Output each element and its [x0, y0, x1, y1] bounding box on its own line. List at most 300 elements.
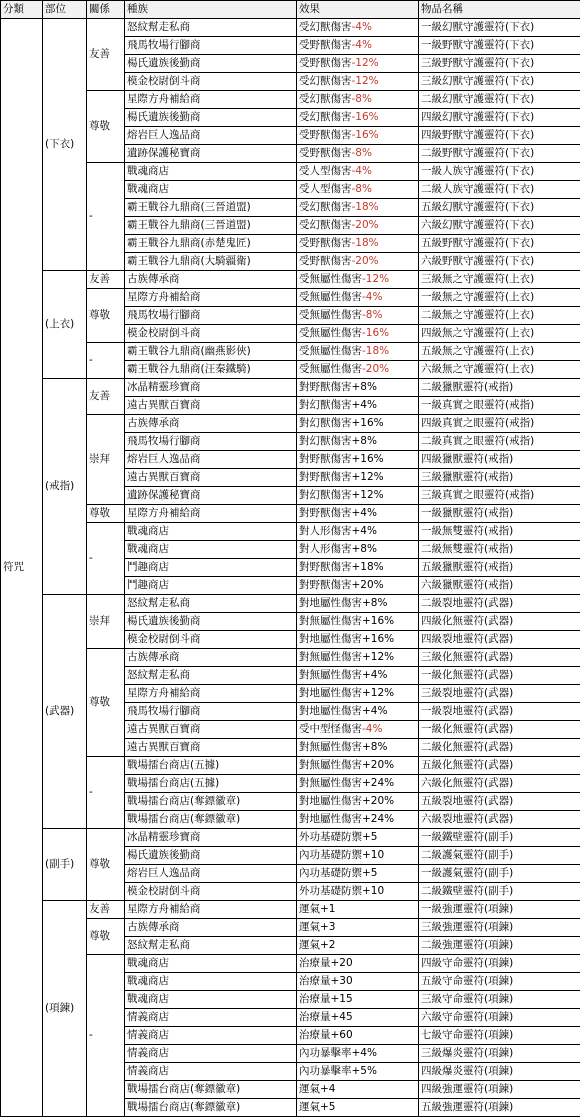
item-name-cell: 一級人族守護靈符(下衣) [419, 163, 580, 181]
race-cell: 怒紋幫走私商 [125, 667, 297, 685]
race-cell: 冰晶精靈珍寶商 [125, 379, 297, 397]
effect-cell [297, 1009, 419, 1027]
effect-value: +12% [351, 489, 384, 501]
relation-cell: 友善 [87, 901, 125, 919]
item-name-cell: 二級獵獸靈符(戒指) [419, 379, 580, 397]
race-cell: 戰場擂台商店(奪鏢徽章) [125, 811, 297, 829]
item-name-cell: 一級無之守護靈符(上衣) [419, 289, 580, 307]
race-cell: 情義商店 [125, 1009, 297, 1027]
relation-cell: 崇拜 [87, 415, 125, 505]
header-category: 分類 [1, 1, 43, 19]
effect-value: +8% [351, 435, 377, 447]
effect-cell [297, 685, 419, 703]
table-row [1, 289, 580, 307]
effect-label: 受無屬性傷害 [299, 273, 362, 285]
effect-value: -4% [351, 165, 372, 177]
race-cell: 霸王戰谷九鼎商(赤楚鬼匠) [125, 235, 297, 253]
effect-label: 對野獸傷害 [299, 471, 352, 483]
item-name-cell: 三級無之守護靈符(上衣) [419, 271, 580, 289]
race-cell: 星際方舟補給商 [125, 901, 297, 919]
race-cell: 鬥趣商店 [125, 577, 297, 595]
header-relation: 關係 [87, 1, 125, 19]
relation-cell: 友善 [87, 19, 125, 91]
effect-value: +8% [351, 381, 377, 393]
effect-value: -8% [351, 147, 372, 159]
item-name-cell: 一級幻獸守護靈符(下衣) [419, 19, 580, 37]
effect-label: 外功基礎防禦 [299, 885, 362, 897]
effect-cell [297, 721, 419, 739]
effect-cell [297, 1099, 419, 1117]
race-cell: 遺跡保護秘寶商 [125, 145, 297, 163]
effect-label: 對地屬性傷害 [299, 687, 362, 699]
effect-value: +4% [351, 525, 377, 537]
race-cell: 霸王戰谷九鼎商(三晉道盟) [125, 199, 297, 217]
item-name-cell: 五級化無靈符(武器) [419, 757, 580, 775]
effect-label: 受野獸傷害 [299, 237, 352, 249]
table-row [1, 955, 580, 973]
effect-value: -18% [351, 237, 379, 249]
relation-cell: 友善 [87, 379, 125, 415]
item-name-cell: 一級鐵壁靈符(副手) [419, 829, 580, 847]
relation-cell: 尊敬 [87, 505, 125, 523]
part-cell: (上衣) [43, 271, 87, 379]
race-cell: 遠古異獸百寶商 [125, 739, 297, 757]
effect-cell [297, 199, 419, 217]
part-cell: (下衣) [43, 19, 87, 271]
race-cell: 飛馬牧場行腳商 [125, 37, 297, 55]
header-row [1, 1, 580, 19]
item-name-cell: 一級護氣靈符(副手) [419, 865, 580, 883]
item-name-cell: 四級野獸守護靈符(下衣) [419, 127, 580, 145]
effect-cell [297, 559, 419, 577]
race-cell: 遠古異獸百寶商 [125, 469, 297, 487]
effect-value: -16% [362, 327, 390, 339]
effect-value: -12% [362, 273, 390, 285]
effect-value: +3 [320, 921, 336, 933]
item-name-cell: 二級裂地靈符(武器) [419, 595, 580, 613]
relation-cell: 友善 [87, 271, 125, 289]
race-cell: 冰晶精靈珍寶商 [125, 829, 297, 847]
effect-value: +16% [351, 417, 384, 429]
effect-value: +16% [362, 633, 395, 645]
effect-cell [297, 793, 419, 811]
race-cell: 星際方舟補給商 [125, 505, 297, 523]
effect-label: 對無屬性傷害 [299, 777, 362, 789]
effect-cell [297, 1063, 419, 1081]
item-name-cell: 四級化無靈符(武器) [419, 613, 580, 631]
item-name-cell: 五級強運靈符(項鍊) [419, 1099, 580, 1117]
effect-cell [297, 307, 419, 325]
race-cell: 戰魂商店 [125, 523, 297, 541]
table-row [1, 343, 580, 361]
effect-label: 對野獸傷害 [299, 507, 352, 519]
item-name-cell: 五級獵獸靈符(戒指) [419, 559, 580, 577]
effect-value: +4% [362, 669, 388, 681]
race-cell: 情義商店 [125, 1063, 297, 1081]
table-row [1, 649, 580, 667]
race-cell: 星際方舟補給商 [125, 685, 297, 703]
header-item-name: 物品名稱 [419, 1, 580, 19]
effect-value: -8% [351, 183, 372, 195]
race-cell: 楊氏遺族後勤商 [125, 613, 297, 631]
item-name-cell: 三級強運靈符(項鍊) [419, 919, 580, 937]
table-row [1, 271, 580, 289]
item-name-cell: 二級野獸守護靈符(下衣) [419, 145, 580, 163]
item-name-cell: 四級無之守護靈符(上衣) [419, 325, 580, 343]
effect-label: 對地屬性傷害 [299, 705, 362, 717]
item-name-cell: 六級守命靈符(項鍊) [419, 1009, 580, 1027]
effect-value: +18% [351, 561, 384, 573]
effect-value: +8% [362, 597, 388, 609]
effect-cell [297, 919, 419, 937]
item-name-cell: 五級無之守護靈符(上衣) [419, 343, 580, 361]
effect-label: 對幻獸傷害 [299, 435, 352, 447]
effect-cell [297, 541, 419, 559]
effect-value: +4% [362, 705, 388, 717]
race-cell: 戰場擂台商店(奪鏢徽章) [125, 1099, 297, 1117]
item-name-cell: 四級幻獸守護靈符(下衣) [419, 109, 580, 127]
race-cell: 熔岩巨人逸品商 [125, 451, 297, 469]
race-cell: 戰場擂台商店(奪鏢徽章) [125, 793, 297, 811]
effect-cell [297, 595, 419, 613]
effect-value: +20% [362, 795, 395, 807]
effect-value: +10 [362, 885, 385, 897]
race-cell: 楊氏遺族後勤商 [125, 109, 297, 127]
item-name-cell: 三級野獸守護靈符(下衣) [419, 55, 580, 73]
effect-value: +5% [351, 1065, 377, 1077]
part-cell: (武器) [43, 595, 87, 829]
effect-label: 受野獸傷害 [299, 129, 352, 141]
effect-value: -12% [351, 75, 379, 87]
effect-value: -4% [351, 21, 372, 33]
relation-cell: 尊敬 [87, 91, 125, 163]
item-name-cell: 四級強運靈符(項鍊) [419, 1081, 580, 1099]
effect-cell [297, 415, 419, 433]
race-cell: 古族傳承商 [125, 271, 297, 289]
effect-value: +10 [362, 849, 385, 861]
race-cell: 戰場擂台商店(奪鏢徽章) [125, 1081, 297, 1099]
race-cell: 熔岩巨人逸品商 [125, 865, 297, 883]
effect-cell [297, 613, 419, 631]
effect-label: 受野獸傷害 [299, 57, 352, 69]
effect-cell [297, 91, 419, 109]
item-name-cell: 一級化無靈符(武器) [419, 667, 580, 685]
table-body [1, 19, 580, 1117]
effect-label: 受中型怪傷害 [299, 723, 362, 735]
race-cell: 怒紋幫走私商 [125, 19, 297, 37]
race-cell: 戰魂商店 [125, 991, 297, 1009]
header-effect: 效果 [297, 1, 419, 19]
effect-cell [297, 343, 419, 361]
item-name-cell: 二級幻獸守護靈符(下衣) [419, 91, 580, 109]
effect-label: 運氣 [299, 1083, 320, 1095]
effect-label: 治療量 [299, 1029, 331, 1041]
effect-cell [297, 505, 419, 523]
effect-value: +4% [351, 507, 377, 519]
effect-label: 對野獸傷害 [299, 561, 352, 573]
effect-cell [297, 1045, 419, 1063]
race-cell: 霸王戰谷九鼎商(大騎疆衛) [125, 253, 297, 271]
effect-cell [297, 811, 419, 829]
effect-cell [297, 955, 419, 973]
effect-value: +8% [362, 741, 388, 753]
effect-cell [297, 379, 419, 397]
relation-cell: - [87, 343, 125, 379]
effect-cell [297, 739, 419, 757]
effect-value: +24% [362, 813, 395, 825]
item-name-cell: 三級守命靈符(項鍊) [419, 991, 580, 1009]
race-cell: 戰魂商店 [125, 973, 297, 991]
effect-value: +4% [351, 1047, 377, 1059]
relation-cell: - [87, 523, 125, 595]
effect-value: +15 [330, 993, 353, 1005]
effect-label: 受野獸傷害 [299, 147, 352, 159]
item-name-cell: 三級裂地靈符(武器) [419, 685, 580, 703]
item-name-cell: 五級裂地靈符(武器) [419, 793, 580, 811]
effect-label: 對野獸傷害 [299, 381, 352, 393]
effect-label: 對幻獸傷害 [299, 417, 352, 429]
part-cell: (副手) [43, 829, 87, 901]
effect-label: 內功基礎防禦 [299, 867, 362, 879]
item-name-cell: 四級守命靈符(項鍊) [419, 955, 580, 973]
item-name-cell: 六級無之守護靈符(上衣) [419, 361, 580, 379]
effect-cell [297, 325, 419, 343]
item-name-cell: 二級無之守護靈符(上衣) [419, 307, 580, 325]
race-cell: 古族傳承商 [125, 415, 297, 433]
effect-cell [297, 775, 419, 793]
effect-value: -18% [351, 201, 379, 213]
effect-label: 運氣 [299, 1101, 320, 1113]
effect-cell [297, 181, 419, 199]
race-cell: 霸王戰谷九鼎商(汪秦鐵騎) [125, 361, 297, 379]
effect-label: 受幻獸傷害 [299, 111, 352, 123]
effect-cell [297, 829, 419, 847]
effect-value: +5 [362, 831, 378, 843]
item-name-cell: 五級野獸守護靈符(下衣) [419, 235, 580, 253]
item-name-cell: 六級野獸守護靈符(下衣) [419, 253, 580, 271]
item-name-cell: 一級獵獸靈符(戒指) [419, 505, 580, 523]
effect-value: +16% [351, 453, 384, 465]
effect-label: 受幻獸傷害 [299, 21, 352, 33]
effect-cell [297, 73, 419, 91]
table-row [1, 523, 580, 541]
relation-cell: - [87, 955, 125, 1117]
relation-cell: 尊敬 [87, 919, 125, 955]
race-cell: 飛馬牧場行腳商 [125, 307, 297, 325]
item-name-cell: 二級人族守護靈符(下衣) [419, 181, 580, 199]
effect-label: 內功暴擊率 [299, 1065, 352, 1077]
effect-label: 對無屬性傷害 [299, 669, 362, 681]
effect-value: +4% [351, 399, 377, 411]
race-cell: 飛馬牧場行腳商 [125, 433, 297, 451]
effect-label: 對地屬性傷害 [299, 795, 362, 807]
effect-value: +12% [362, 687, 395, 699]
item-name-cell: 一級裂地靈符(武器) [419, 703, 580, 721]
relation-cell: - [87, 757, 125, 829]
race-cell: 星際方舟補給商 [125, 91, 297, 109]
header-race: 種族 [125, 1, 297, 19]
item-name-cell: 二級無雙靈符(戒指) [419, 541, 580, 559]
item-name-cell: 三級爆炎靈符(項鍊) [419, 1045, 580, 1063]
effect-value: +20 [330, 957, 353, 969]
effect-cell [297, 253, 419, 271]
item-name-cell: 一級化無靈符(武器) [419, 721, 580, 739]
relation-cell: 尊敬 [87, 289, 125, 343]
effect-cell [297, 1081, 419, 1099]
effect-value: -20% [351, 219, 379, 231]
effect-label: 對地屬性傷害 [299, 813, 362, 825]
effect-value: -20% [351, 255, 379, 267]
race-cell: 遠古異獸百寶商 [125, 721, 297, 739]
item-name-cell: 二級化無靈符(武器) [419, 739, 580, 757]
race-cell: 遠古異獸百寶商 [125, 397, 297, 415]
effect-label: 受野獸傷害 [299, 39, 352, 51]
effect-value: -12% [351, 57, 379, 69]
effect-value: -18% [362, 345, 390, 357]
item-name-cell: 三級幻獸守護靈符(下衣) [419, 73, 580, 91]
race-cell: 鬥趣商店 [125, 559, 297, 577]
relation-cell: 崇拜 [87, 595, 125, 649]
race-cell: 霸王戰谷九鼎商(三晉道盟) [125, 217, 297, 235]
effect-value: +16% [362, 615, 395, 627]
effect-label: 受幻獸傷害 [299, 219, 352, 231]
race-cell: 戰場擂台商店(五據) [125, 775, 297, 793]
effect-label: 對無屬性傷害 [299, 651, 362, 663]
table-row [1, 415, 580, 433]
effect-cell [297, 235, 419, 253]
effect-label: 治療量 [299, 993, 331, 1005]
relation-cell: 尊敬 [87, 829, 125, 901]
effect-value: +12% [362, 651, 395, 663]
table-row [1, 919, 580, 937]
effect-label: 外功基礎防禦 [299, 831, 362, 843]
effect-label: 受無屬性傷害 [299, 327, 362, 339]
effect-cell [297, 991, 419, 1009]
effect-value: -8% [351, 93, 372, 105]
effect-label: 運氣 [299, 921, 320, 933]
effect-value: +30 [330, 975, 353, 987]
item-name-cell: 一級真實之眼靈符(戒指) [419, 397, 580, 415]
effect-label: 治療量 [299, 975, 331, 987]
effect-cell [297, 883, 419, 901]
table-row [1, 91, 580, 109]
effect-value: -16% [351, 129, 379, 141]
effect-cell [297, 397, 419, 415]
effect-cell [297, 109, 419, 127]
race-cell: 飛馬牧場行腳商 [125, 703, 297, 721]
effect-label: 對野獸傷害 [299, 453, 352, 465]
relation-cell: 尊敬 [87, 649, 125, 757]
race-cell: 星際方舟補給商 [125, 289, 297, 307]
effect-label: 對地屬性傷害 [299, 597, 362, 609]
item-name-cell: 四級獵獸靈符(戒指) [419, 451, 580, 469]
race-cell: 怒紋幫走私商 [125, 937, 297, 955]
effect-label: 運氣 [299, 939, 320, 951]
effect-label: 治療量 [299, 1011, 331, 1023]
effect-cell [297, 523, 419, 541]
effect-label: 對野獸傷害 [299, 579, 352, 591]
race-cell: 楊氏遺族後勤商 [125, 55, 297, 73]
effect-label: 受野獸傷害 [299, 255, 352, 267]
race-cell: 怒紋幫走私商 [125, 595, 297, 613]
race-cell: 楊氏遺族後勤商 [125, 847, 297, 865]
effect-cell [297, 433, 419, 451]
effect-label: 對幻獸傷害 [299, 489, 352, 501]
item-name-cell: 一級強運靈符(項鍊) [419, 901, 580, 919]
effect-value: -16% [351, 111, 379, 123]
race-cell: 模金校尉倒斗商 [125, 73, 297, 91]
effect-cell [297, 937, 419, 955]
effect-cell [297, 649, 419, 667]
item-name-cell: 三級真實之眼靈符(戒指) [419, 487, 580, 505]
effect-cell [297, 703, 419, 721]
effect-value: +20% [362, 759, 395, 771]
effect-value: +20% [351, 579, 384, 591]
race-cell: 古族傳承商 [125, 649, 297, 667]
item-name-cell: 六級化無靈符(武器) [419, 775, 580, 793]
race-cell: 戰場擂台商店(五據) [125, 757, 297, 775]
race-cell: 模金校尉倒斗商 [125, 631, 297, 649]
part-cell: (戒指) [43, 379, 87, 595]
race-cell: 熔岩巨人逸品商 [125, 127, 297, 145]
table-row [1, 757, 580, 775]
effect-cell [297, 55, 419, 73]
effect-label: 受無屬性傷害 [299, 309, 362, 321]
effect-value: +60 [330, 1029, 353, 1041]
effect-cell [297, 469, 419, 487]
item-name-cell: 五級守命靈符(項鍊) [419, 973, 580, 991]
effect-cell [297, 757, 419, 775]
table-row [1, 829, 580, 847]
header-part: 部位 [43, 1, 87, 19]
effect-value: +5 [362, 867, 378, 879]
effect-label: 對人形傷害 [299, 543, 352, 555]
effect-cell [297, 451, 419, 469]
effect-cell [297, 667, 419, 685]
effect-label: 對人形傷害 [299, 525, 352, 537]
effect-cell [297, 19, 419, 37]
effect-value: +1 [320, 903, 336, 915]
item-name-cell: 三級化無靈符(武器) [419, 649, 580, 667]
item-name-cell: 二級護氣靈符(副手) [419, 847, 580, 865]
table-row [1, 595, 580, 613]
race-cell: 模金校尉倒斗商 [125, 883, 297, 901]
effect-cell [297, 901, 419, 919]
effect-value: -4% [362, 723, 383, 735]
effect-cell [297, 577, 419, 595]
effect-label: 受幻獸傷害 [299, 75, 352, 87]
effect-value: -4% [351, 39, 372, 51]
item-name-cell: 一級無雙靈符(戒指) [419, 523, 580, 541]
item-name-cell: 二級鐵壁靈符(副手) [419, 883, 580, 901]
effect-cell [297, 145, 419, 163]
item-name-cell: 二級強運靈符(項鍊) [419, 937, 580, 955]
race-cell: 戰魂商店 [125, 955, 297, 973]
effect-cell [297, 973, 419, 991]
item-name-cell: 一級野獸守護靈符(下衣) [419, 37, 580, 55]
item-name-cell: 四級爆炎靈符(項鍊) [419, 1063, 580, 1081]
race-cell: 戰魂商店 [125, 163, 297, 181]
item-name-cell: 四級裂地靈符(武器) [419, 631, 580, 649]
effect-value: +8% [351, 543, 377, 555]
effect-value: -4% [362, 291, 383, 303]
effect-cell [297, 271, 419, 289]
table-row [1, 379, 580, 397]
effect-value: +45 [330, 1011, 353, 1023]
item-name-cell: 三級獵獸靈符(戒指) [419, 469, 580, 487]
race-cell: 戰魂商店 [125, 541, 297, 559]
race-cell: 霸王戰谷九鼎商(幽燕影俠) [125, 343, 297, 361]
